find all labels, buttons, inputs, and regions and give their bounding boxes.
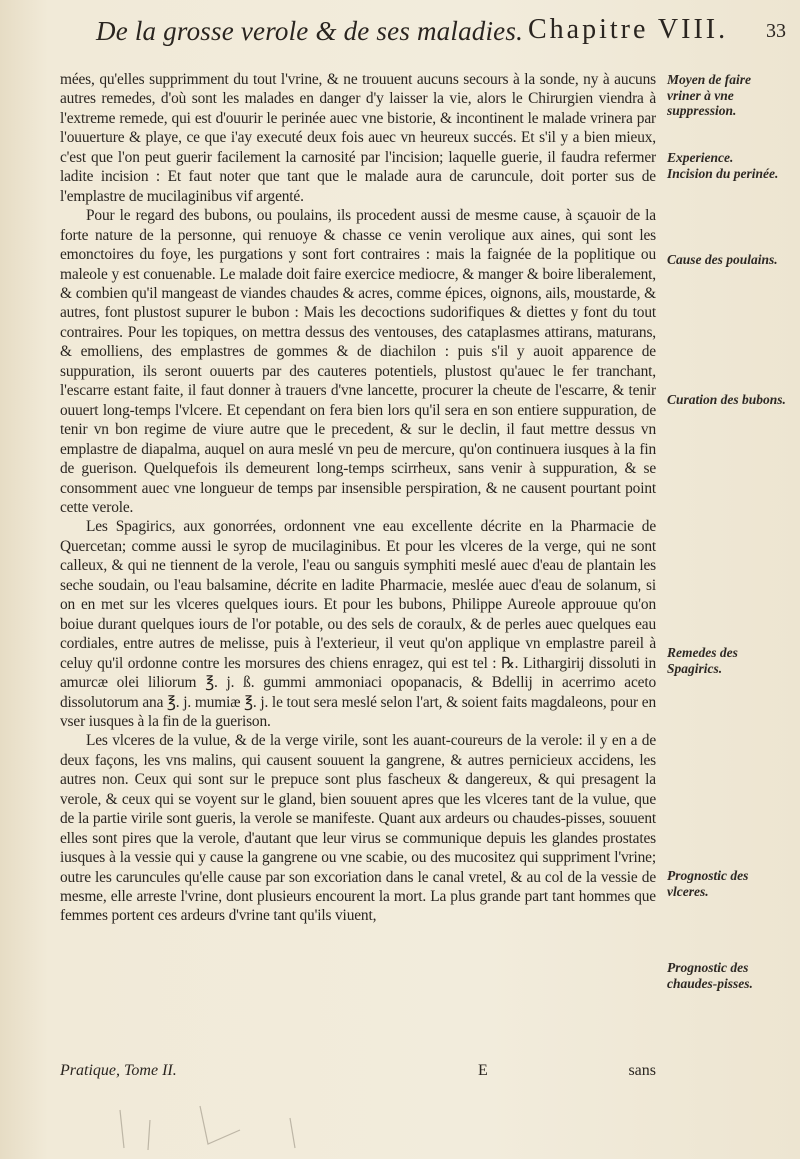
main-text-column xyxy=(60,70,656,926)
margin-note-prognostic-vlceres: Prognostic des vlceres. xyxy=(667,868,749,899)
paragraph-vlceres: Les vlceres de la vulue, & de la verge virile, sont les auant-coureurs de la verole: il y en a de deux façons, les vns malins, qui causent souuent la gangrene, & autres pernicieux accidens, les autres non. Ceux qui sont sur le prepuce sont plus fascheux & dangereux, & qui presagent la verole, & ceux qui se voyent sur le gland, bien souuent apres que les vlceres tant de la vulue, que de la partie virile sont gueris, la verole se manifeste. Quant aux ardeurs ou chaudes-pisses, souuent elles sont pires que la verole, d'autant que leur virus se communique depuis les glandes prostates iusques à la vessie qui y cause la gangrene ou vne scabie, ou des mucositez qui suppriment l'vrine; outre les caruncules qu'elle cause par son excoriation dans le canal vretel, & au col de la vessie de mesme, elle arreste l'vrine, dont plusieurs encourent la mort. La plus grande part tant hommes que femmes portent ces ardeurs d'vrine tant qu'ils viuent, xyxy=(60,732,656,925)
margin-note-experience: Experience. xyxy=(667,150,734,165)
running-title: De la grosse verole & de ses maladies. xyxy=(96,16,524,46)
footer-running-title: Pratique, Tome II. xyxy=(60,1062,177,1079)
paragraph-bubons: Pour le regard des bubons, ou poulains, ils procedent aussi de mesme cause, à sçauoir de la forte nature de la personne, qui renuoye & chasse ce venin verolique aux aines, qui sont les emonctoires du foye, les purgations y sont fort contraires : mais la faignée de la poplitique ou maleole y est conuenable. Le malade doit faire exercice mediocre, & manger & boire liberalement, & combien qu'il mangeast de viandes chaudes & acres, comme épices, oignons, ails, moustarde, & autres, font plustost supurer le bubon : Mais les decoctions sudorifiques & diettes y font du tout contraires. Pour les topiques, on mettra dessus des ventouses, des cataplasmes attirans, maturans, & emolliens, des emplastres de gommes & de diachilon : puis s'il y auoit apparence de suppuration, ils seront ouuerts par des cauteres potentiels, plustost qu'auec le fer tranchant, l'escarre estant faite, il faut donner à trauers d'vne lancette, procurer la cheute de l'escarre, & tenir ouuert long-temps l'vlcere. Et cependant on fera bien lors qu'il sera en son entiere suppuration, de tenir vn bon regime de viure autre que le precedent, & sur le declin, il faut mettre dessus vn emplastre de diapalma, auquel on aura meslé vn peu de mercure, qu'on continuera iusques à la fin de guerison. Quelquefois ils demeurent long-temps scirrheux, sans venir à suppuration, & se consomment auec vne longueur de temps par insensible perspiration, & ne causent pourtant point cette verole. xyxy=(60,207,656,516)
page-number: 33 xyxy=(766,20,786,42)
ink-bleed-marks xyxy=(90,1100,390,1150)
margin-note-cause-poulains: Cause des poulains. xyxy=(667,252,778,267)
margin-note-incision: Incision du perinée. xyxy=(667,166,779,181)
page-footer xyxy=(60,1062,656,1086)
margin-note-remedes-spagirics: Remedes des Spagirics. xyxy=(667,645,738,676)
paragraph-spagirics: Les Spagirics, aux gonorrées, ordonnent vne eau excellente décrite en la Pharmacie de Quercetan; comme aussi le syrop de mucilaginibus. Et pour les vlceres de la verge, qui ne sont calleux, & qui ne tiennent de la verole, l'eau ou sanguis symphiti meslé auec d'eau de plantain les seche soudain, ou l'eau balsamine, décrite en ladite Pharmacie, meslée auec d'eau de solanum, si on en met sur les vlceres quelques iours. Et pour les bubons, Philippe Aureole approuue qu'on boiue durant quelques iours de l'or potable, ou des sels de coraulx, & de perles auec quelques eau cordiales, entre autres de melisse, puis à l'exterieur, il veut qu'on applique vn emplastre pareil à celuy qu'il ordonne contre les morsures des chiens enragez, qui est tel : ℞. Lithargirij dissoluti in amurcæ olei liliorum ℥. j. ß. gummi ammoniaci opopanacis, & Bdellij in acerrimo aceto dissolutorum ana ℥. j. mumiæ ℥. j. le tout sera meslé selon l'art, & soient faits magdaleons, pour en vser iusques à la fin de la guerison. xyxy=(60,518,656,730)
margin-note-moyen: Moyen de faire vriner à vne suppression. xyxy=(667,72,751,118)
signature-mark: E xyxy=(478,1062,488,1079)
running-header xyxy=(96,12,786,54)
catchword: sans xyxy=(628,1062,656,1079)
chapter-heading: Chapitre VIII. xyxy=(528,14,729,45)
margin-note-prognostic-chaudes-pisses: Prognostic des chaudes-pisses. xyxy=(667,960,753,991)
margin-note-curation-bubons: Curation des bubons. xyxy=(667,392,786,407)
paragraph-continuation: mées, qu'elles supprimment du tout l'vrine, & ne trouuent aucuns secours à la sonde, ny à aucuns autres remedes, d'où sont les malades en danger d'y laisser la vie, alors le Chirurgien viendra à l'extreme remede, qui est d'ouurir le perinée auec vne bistorie, & incontinent le malade vrinera par l'ouuerture & playe, ce que i'ay executé deux fois auec vn heureux succés. Et s'il y a bien mieux, c'est que l'on peut guerir facilement la carnosité par l'incision; laquelle guerie, il faudra refermer ladite incision : Et faut noter que tant que le malade aura de caruncule, doit porter sus de l'emplastre de mucilaginibus vif argenté. xyxy=(60,71,656,205)
